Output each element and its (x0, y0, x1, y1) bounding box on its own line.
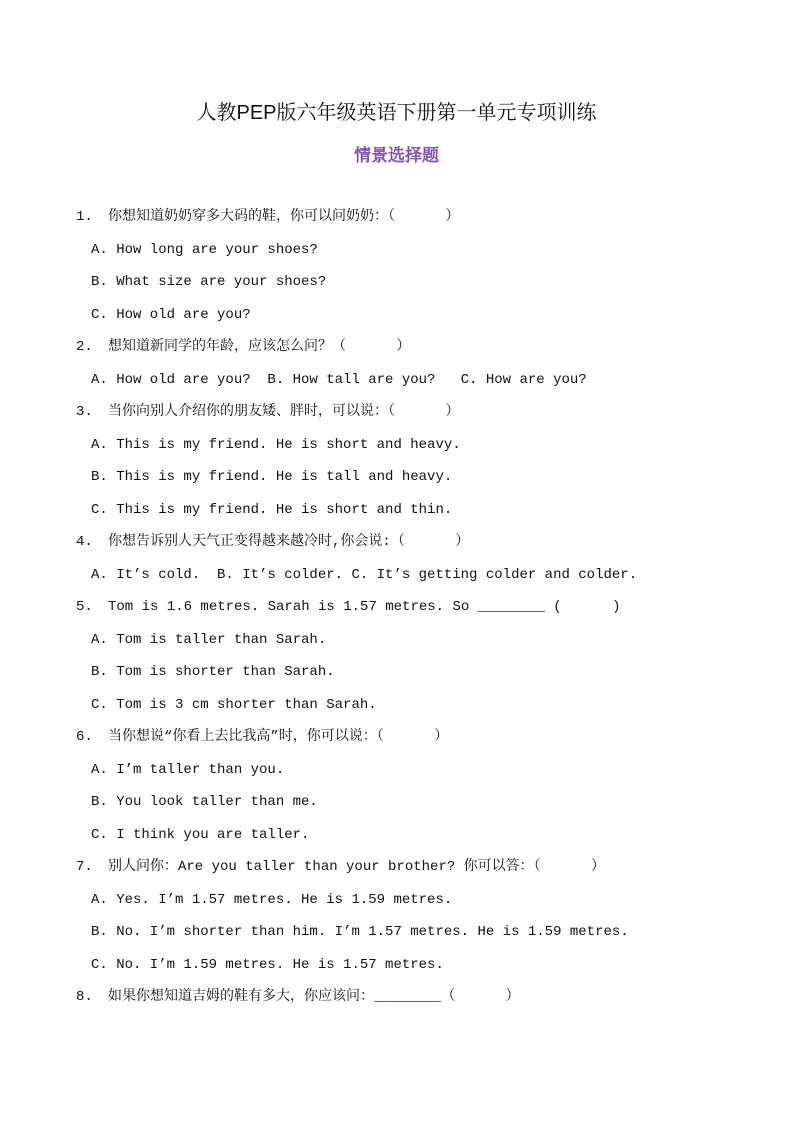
answer-option: A. It’s cold. B. It’s colder. C. It’s getting colder and colder. (91, 566, 638, 583)
question-list (0, 203, 793, 1016)
question-stem (0, 398, 793, 431)
answer-option: A. How old are you? B. How tall are you? C. How are you? (91, 371, 587, 388)
question-text: 当你想说“你看上去比我高”时，你可以说：（ ） (108, 729, 449, 745)
question-number: 3. (76, 404, 93, 420)
question-number: 2. (76, 339, 93, 355)
answer-option: B. No. I’m shorter than him. I’m 1.57 metres. He is 1.59 metres. (91, 924, 629, 940)
question-number: 1. (76, 209, 93, 225)
question-text: 当你向别人介绍你的朋友矮、胖时，可以说：（ ） (108, 404, 460, 420)
question-stem (0, 528, 793, 561)
question-stem (0, 333, 793, 366)
question-number: 5. (76, 599, 93, 615)
question-text: 别人问你：Are you taller than your brother? 你可以答：（ ） (108, 859, 606, 875)
question-number: 7. (76, 859, 93, 875)
question-text: 你想知道奶奶穿多大码的鞋，你可以问奶奶：（ ） (108, 209, 460, 225)
answer-option: A. I’m taller than you. (91, 761, 285, 778)
answer-option: B. This is my friend. He is tall and heavy. (91, 469, 453, 485)
answer-option: C. This is my friend. He is short and thin. (91, 501, 453, 518)
question-stem (0, 593, 793, 626)
answer-option: A. Yes. I’m 1.57 metres. He is 1.59 metres. (91, 891, 453, 908)
answer-option: B. What size are your shoes? (91, 274, 327, 290)
answer-option: C. Tom is 3 cm shorter than Sarah. (91, 696, 377, 713)
question-text: Tom is 1.6 metres. Sarah is 1.57 metres. So ________ ( ) (108, 599, 621, 615)
question-number: 4. (76, 534, 93, 550)
answer-option: B. Tom is shorter than Sarah. (91, 664, 335, 680)
question-text: 如果你想知道吉姆的鞋有多大，你应该问：________（ ） (108, 989, 520, 1005)
answer-option: A. This is my friend. He is short and heavy. (91, 436, 461, 453)
page-title: 人教PEP版六年级英语下册第一单元专项训练 (196, 102, 597, 124)
answer-option: C. No. I’m 1.59 metres. He is 1.57 metres. (91, 956, 444, 973)
question-text: 想知道新同学的年龄，应该怎么问？（ ） (108, 339, 411, 355)
question-stem (0, 853, 793, 886)
answer-option: A. How long are your shoes? (91, 241, 318, 258)
section-subtitle: 情景选择题 (354, 146, 439, 166)
question-stem (0, 203, 793, 236)
answer-option: C. How old are you? (91, 306, 251, 323)
question-number: 6. (76, 729, 93, 745)
question-stem (0, 983, 793, 1016)
answer-option: A. Tom is taller than Sarah. (91, 631, 327, 648)
question-stem (0, 723, 793, 756)
answer-option: B. You look taller than me. (91, 794, 318, 810)
question-text: 你想告诉别人天气正变得越来越冷时,你会说:（ ） (108, 534, 470, 550)
question-number: 8. (76, 989, 93, 1005)
answer-option: C. I think you are taller. (91, 826, 310, 843)
